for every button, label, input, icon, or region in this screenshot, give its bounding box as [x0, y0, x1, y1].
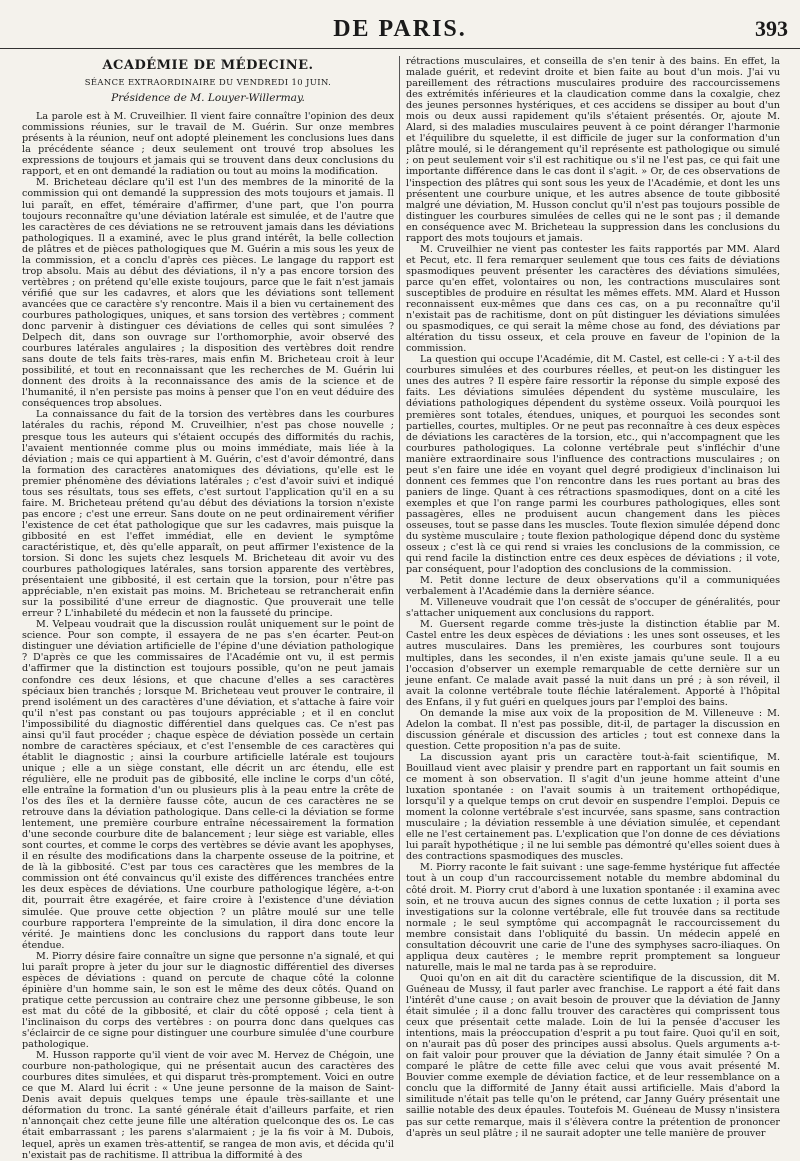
paragraph: La connaissance du fait de la torsion des vertèbres dans les courbures latérales du rachis, répond M. Cruveilhier, n'est pas chose nouvelle ; presque tous les auteurs qui s'étaient occupés des difformités du rachis, l'avaient mentionnée comme plus ou moins immédiate, mais liée à la déviation ; mais ce qui appartient à M. Guérin, c'est d'avoir démontré, dans la formation des caractères anatomiques des déviations, qu'elle est le premier phénomène des déviations latérales ; c'est d'avoir suivi et indiqué tous ses résultats, tous ses effets, c'est surtout l'application qu'il en a su faire. M. Bricheteau prétend qu'au début des déviations la torsion n'existe pas encore ; c'est une erreur. Sans doute on ne peut ordinairement vérifier l'existence de cet état pathologique que sur les cadavres, mais puisque la gibbosité en est l'effet immédiat, elle en devient le symptôme caractéristique, et, dès qu'elle apparaît, on peut affirmer l'existence de la torsion. Si donc les sujets chez lesquels M. Bricheteau dit avoir vu des courbures pathologiques latérales, sans torsion apparente des vertèbres, présentaient une gibbosité, il est certain que la torsion, pour n'être pas appréciable, n'en existait pas moins. M. Bricheteau se retrancherait enfin sur la possibilité d'une erreur de diagnostic. Que prouverait une telle erreur ? L'inhabileté du médecin et non la fausseté du principe.: [22, 409, 394, 620]
paragraph: M. Petit donne lecture de deux observations qu'il a communiquées verbalement à l'Académie dans la dernière séance.: [406, 575, 780, 598]
column-divider: [399, 56, 400, 1102]
section-title: ACADÉMIE DE MÉDECINE.: [102, 58, 314, 73]
presidence-line: Présidence de M. Louyer-Willermay.: [111, 92, 305, 105]
right-column: [406, 56, 780, 1139]
paragraph: La question qui occupe l'Académie, dit M. Castel, est celle-ci : Y a-t-il des courbures simulées et des courbures réelles, et peut-on les distinguer les unes des autres ? Il espère faire ressortir la réponse du simple exposé des faits. Les déviations simulées dépendent du système musculaire, les déviations pathologiques dépendent du système osseux. Voilà pourquoi les premières sont totales, étendues, uniques, et pourquoi les secondes sont partielles, courtes, multiples. Or ne peut pas reconnaître à ces deux espèces de déviations les caractères de la torsion, etc., qui n'accompagnent que les courbures pathologiques. La colonne vertébrale peut s'infléchir d'une manière extraordinaire sous l'influence des contractions musculaires ; on peut s'en faire une idée en voyant quel degré prodigieux d'inclinaison lui donnent ces femmes que l'on rencontre dans les rues portant au bras des paniers de linge. Quant à ces rétractions spasmodiques, dont on a cité les exemples et que l'on range parmi les courbures pathologiques, elles sont passagères, elles ne produisent aucun changement dans les pièces osseuses, tout se passe dans les muscles. Toute flexion simulée dépend donc du système musculaire ; toute flexion pathologique dépend donc du système osseux ; c'est là ce qui rend si vraies les conclusions de la commission, ce qui rend facile la distinction entre ces deux espèces de déviations ; il vote, par conséquent, pour l'adoption des conclusions de la commission.: [406, 354, 780, 576]
paragraph: On demande la mise aux voix de la proposition de M. Villeneuve : M. Adelon la combat. Il n'est pas possible, dit-il, de partager la discussion en discussion générale et discussion des articles ; tout est connexe dans la question. Cette proposition n'a pas de suite.: [406, 707, 780, 752]
paragraph: M. Cruveilhier ne vient pas contester les faits rapportés par MM. Alard et Pecut, etc. Il fera remarquer seulement que tous ces faits de déviations spasmodiques peuvent présenter les caractères des déviations simulées, parce qu'en effet, volontaires ou non, les contractions musculaires sont susceptibles de produire en résultat les mêmes effets. MM. Alard et Husson reconnaissent eux-mêmes que dans ces cas, on a pu reconnaître qu'il n'existait pas de rachitisme, dont on pût distinguer les déviations simulées ou spasmodiques, ce qui serait la même chose au fond, des déviations par altération du tissu osseux, et cela prouve en faveur de l'opinion de la commission.: [406, 243, 780, 355]
paragraph: M. Guersent regarde comme très-juste la distinction établie par M. Castel entre les deux espèces de déviations : les unes sont osseuses, et les autres musculaires. Dans les premières, les courbures sont toujours multiples, dans les secondes, il n'en existe jamais qu'une seule. Il a eu l'occasion d'observer un exemple remarquable de cette dernière sur un jeune enfant. Ce malade avait passé la nuit dans un pré ; à son réveil, il avait la colonne vertébrale toute fléchie latéralement. Apporté à l'hôpital des Enfans, il y fut guéri en quelques jours par l'emploi des bains.: [406, 619, 780, 708]
paragraph: rétractions musculaires, et conseilla de s'en tenir à des bains. En effet, la malade guérit, et redevint droite et bien faite au bout d'un mois. J'ai vu pareillement des rétractions musculaires produire des raccourcissemens des extrémités inférieures et la claudication comme dans la coxalgie, chez des jeunes personnes hystériques, et ces accidens se dissiper au bout d'un mois ou deux aussi rapidement qu'ils s'étaient présentés. Or, ajoute M. Alard, si des maladies musculaires peuvent à ce point déranger l'harmonie et l'équilibre du squelette, il est difficile de juger sur la conformation d'un plâtre moulé, si le dérangement qu'il représente est pathologique ou simulé ; on peut seulement voir s'il est rachitique ou s'il ne l'est pas, ce qui fait une importante différence dans le cas dont il s'agit. » Or, de ces observations de l'inspection des plâtres qui sont sous les yeux de l'Académie, et dont les uns présentent une courbure unique, et les autres absence de toute gibbosité malgré une déviation, M. Husson conclut qu'il n'est pas toujours possible de distinguer les courbures simulées de celles qui ne le sont pas ; il demande en conséquence avec M. Bricheteau la suppression dans les conclusions du rapport des mots toujours et jamais.: [406, 56, 780, 244]
page-number: 393: [755, 16, 788, 41]
left-column: [22, 56, 394, 1161]
paragraph: M. Velpeau voudrait que la discussion roulât uniquement sur le point de science. Pour son compte, il essayera de ne pas s'en écarter. Peut-on distinguer une déviation artificielle de l'épine d'une déviation pathologique ? D'après ce que les commissaires de l'Académie ont vu, il est permis d'affirmer que la distinction est toujours possible, qu'on ne peut jamais confondre ces deux lésions, et que chacune d'elles a ses caractères spéciaux bien tranchés ; lorsque M. Bricheteau veut prouver le contraire, il prend isolément un des caractères d'une déviation, et s'attache à faire voir qu'il n'est pas constant ou pas toujours appréciable ; et il en conclut l'impossibilité du diagnostic différentiel dans quelques cas. Ce n'est pas ainsi qu'il faut procéder ; chaque espèce de déviation possède un certain nombre de caractères spéciaux, et c'est l'ensemble de ces caractères qui établit le diagnostic ; ainsi la courbure artificielle latérale est toujours unique ; elle a un siège constant, elle décrit un arc étendu, elle est régulière, elle ne produit pas de gibbosité, elle incline le corps d'un côté, elle entraîne la formation d'un ou plusieurs plis à la peau entre la crête de l'os des îles et la dernière fausse côte, aucun de ces caractères ne se retrouve dans la déviation pathologique. Dans celle-ci la déviation se forme lentement, une première courbure entraîne nécessairement la formation d'une seconde courbure dite de balancement ; leur siège est variable, elles sont courtes, et comme le corps des vertèbres se dévie avant les apophyses, il en résulte des modifications dans la charpente osseuse de la poitrine, et de là la gibbosité. C'est par tous ces caractères que les membres de la commission ont été convaincus qu'il existe des différences tranchées entre les deux espèces de déviations. Une courbure pathologique légère, a-t-on dit, pourrait être exagérée, et faire croire à l'existence d'une déviation simulée. Que prouve cette objection ? un plâtre moulé sur une telle courbure rapportera l'empreinte de la simulation, il dira donc encore la vérité. Je maintiens donc les conclusions du rapport dans toute leur étendue.: [22, 619, 394, 951]
paragraph: Quoi qu'on en ait dit du caractère scientifique de la discussion, dit M. Guéneau de Mussy, il faut parler avec franchise. Le rapport a été fait dans l'intérêt d'une cause ; on avait besoin de prouver que la déviation de Janny était simulée ; il a donc fallu trouver des caractères qui comprissent tous ceux que présentait cette malade. Loin de lui la pensée d'accuser les intentions, mais la préoccupation d'esprit a pu tout faire. Quoi qu'il en soit, on n'aurait pas dû poser des principes aussi absolus. Quels arguments a-t-on fait valoir pour prouver que la déviation de Janny était simulée ? On a comparé le plâtre de cette fille avec celui que vous avait présenté M. Bouvier comme exemple de déviation factice, et de leur ressemblance on a conclu que la difformité de Janny était aussi artificielle. Mais d'abord la similitude n'était pas telle qu'on le prétend, car Janny Guéry présentait une saillie notable des deux épaules. Toutefois M. Guéneau de Mussy n'insistera pas sur cette remarque, mais il s'élèvera contre la prétention de prononcer d'après un seul plâtre ; il ne saurait adopter une telle manière de prouver: [406, 972, 780, 1139]
running-head: [0, 14, 800, 49]
seance-line: SÉANCE EXTRAORDINAIRE DU VENDREDI 10 JUIN.: [84, 77, 332, 88]
paragraph: M. Villeneuve voudrait que l'on cessât de s'occuper de généralités, pour s'attacher uniquement aux conclusions du rapport.: [406, 597, 780, 620]
paragraph: La discussion ayant pris un caractère tout-à-fait scientifique, M. Bouillaud vient avec plaisir y prendre part en rapportant un fait soumis en ce moment à son observation. Il s'agit d'un jeune homme atteint d'une luxation spontanée : on l'avait soumis à un traitement orthopédique, lorsqu'il y a quelque temps on crut devoir en suspendre l'emploi. Depuis ce moment la colonne vertébrale s'est incurvée, sans spasme, sans contraction musculaire ; la déviation ressemble à une déviation simulée, et cependant elle ne l'est certainement pas. L'explication que l'on donne de ces déviations lui paraît hypothétique ; il ne lui semble pas démontré qu'elles soient dues à des contractions spasmodiques des muscles.: [406, 751, 780, 863]
paragraph: La parole est à M. Cruveilhier. Il vient faire connaître l'opinion des deux commissions réunies, sur le travail de M. Guérin. Sur onze membres présents à la réunion, neuf ont adopté pleinement les conclusions lues dans la précédente séance ; deux seulement ont trouvé trop absolues les expressions de toujours et jamais qui se trouvent dans deux conclusions du rapport, et en ont demandé la radiation ou tout au moins la modification.: [22, 111, 394, 178]
running-title: DE PARIS.: [333, 16, 467, 42]
paragraph: M. Bricheteau déclare qu'il est l'un des membres de la minorité de la commission qui ont demandé la suppression des mots toujours et jamais. Il lui paraît, en effet, téméraire d'affirmer, d'une part, que l'on pourra toujours reconnaître qu'une déviation latérale est simulée, et de l'autre que les caractères de ces déviations ne se retrouvent jamais dans les déviations pathologiques. Il a examiné, avec le plus grand intérêt, la belle collection de plâtres et de pièces pathologiques que M. Guérin a mis sous les yeux de la commission, et a conclu d'après ces pièces. Le langage du rapport est trop absolu. Mais au début des déviations, il n'y a pas encore torsion des vertèbres ; on prétend qu'elle existe toujours, parce que le fait n'est jamais vérifié que sur les cadavres, et alors que les déviations sont tellement avancées que ce caractère s'y rencontre. Mais il a bien vu certainement des courbures pathologiques, uniques, et sans torsion des vertèbres ; comment donc parvenir à distinguer ces déviations de celles qui sont simulées ? Delpech dit, dans son ouvrage sur l'orthomorphie, avoir observé des courbures latérales angulaires ; la disposition des vertèbres doit rendre sans doute de tels faits très-rares, mais enfin M. Bricheteau croit à leur possibilité, et tout en reconnaissant que les recherches de M. Guérin lui donnent des droits à la reconnaissance des amis de la science et de l'humanité, il n'en persiste pas moins à penser que l'on en veut déduire des conséquences trop absolues.: [22, 177, 394, 410]
paragraph: M. Piorry raconte le fait suivant : une sage-femme hystérique fut affectée tout à un coup d'un raccourcissement notable du membre abdominal du côté droit. M. Piorry crut d'abord à une luxation spontanée : il examina avec soin, et ne trouva aucun des signes connus de cette luxation ; il porta ses investigations sur la colonne vertébrale, elle fut trouvée dans sa rectitude normale ; le seul symptôme qui accompagnât le raccourcissement du membre consistait dans l'obliquité du bassin. Un médecin appelé en consultation découvrit une carie de l'une des symphyses sacro-iliaques. On appliqua deux cautères ; le membre reprit promptement sa longueur naturelle, mais le mal ne tarda pas à se reproduire.: [406, 862, 780, 973]
paragraph: M. Husson rapporte qu'il vient de voir avec M. Hervez de Chégoin, une courbure non-pathologique, qui ne présentait aucun des caractères des courbures dites simulées, et qui disparut très-promptement. Voici en outre ce que M. Alard lui écrit : « Une jeune personne de la maison de Saint-Denis avait depuis quelques temps une épaule très-saillante et une déformation du tronc. La santé générale était d'ailleurs parfaite, et rien n'annonçait chez cette jeune fille une altération quelconque des os. Le cas était embarrassant ; les parens s'alarmaient ; je la fis voir à M. Dubois, lequel, après un examen très-attentif, se rangea de mon avis, et décida qu'il n'existait pas de rachitisme. Il attribua la difformité à des: [22, 1050, 394, 1161]
paragraph: M. Piorry désire faire connaître un signe que personne n'a signalé, et qui lui paraît propre à jeter du jour sur le diagnostic différentiel des diverses espèces de déviations : quand on percute de chaque côté la colonne épinière d'un homme sain, le son est le même des deux côtés. Quand on pratique cette percussion au contraire chez une personne gibbeuse, le son est mat du côté de la gibbosité, et clair du côté opposé ; cela tient à l'inclinaison du corps des vertèbres : on pourra donc dans quelques cas s'éclaircir de ce signe pour distinguer une courbure simulée d'une courbure pathologique.: [22, 950, 394, 1051]
